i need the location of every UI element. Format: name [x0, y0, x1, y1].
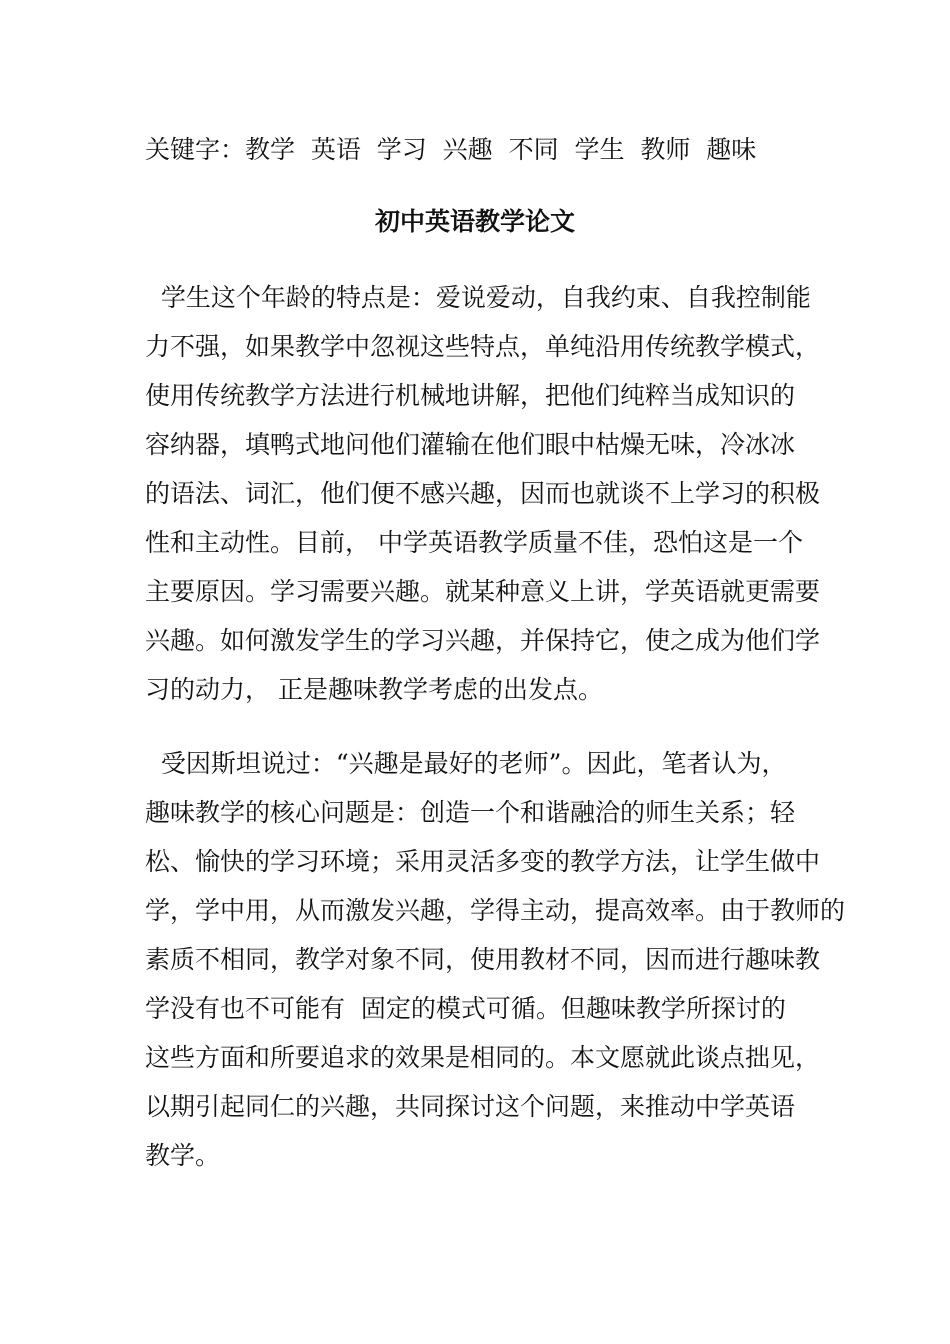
paragraph-line: 以期引起同仁的兴趣，共同探讨这个问题，来推动中学英语: [145, 1092, 796, 1121]
paragraph-line: 学生这个年龄的特点是：爱说爱动，自我约束、自我控制能: [145, 283, 811, 312]
paragraph-line: 教学。: [145, 1141, 221, 1170]
paragraph-line: 性和主动性。目前， 中学英语教学质量不佳，恐怕这是一个: [145, 528, 803, 557]
paragraph-line: 兴趣。如何激发学生的学习兴趣，并保持它，使之成为他们学: [145, 626, 821, 655]
paragraph-line: 学没有也不可能有 固定的模式可循。但趣味教学所探讨的: [145, 994, 786, 1023]
paragraph-line: 主要原因。学习需要兴趣。就某种意义上讲，学英语就更需要: [145, 577, 821, 606]
paragraph-line: 受因斯坦说过：“兴趣是最好的老师”。因此，笔者认为，: [145, 749, 787, 778]
paragraph-line: 使用传统教学方法进行机械地讲解，把他们纯粹当成知识的: [145, 381, 796, 410]
paper-title: 初中英语教学论文: [374, 207, 575, 236]
paragraph-line: 趣味教学的核心问题是：创造一个和谐融洽的师生关系；轻: [145, 798, 796, 827]
paragraph-line: 力不强，如果教学中忽视这些特点，单纯沿用传统教学模式，: [145, 332, 821, 361]
paragraph-line: 松、愉快的学习环境；采用灵活多变的教学方法，让学生做中: [145, 847, 821, 876]
keywords-line: 关键字：教学 英语 学习 兴趣 不同 学生 教师 趣味: [145, 135, 757, 164]
paragraph-line: 这些方面和所要追求的效果是相同的。本文愿就此谈点拙见，: [145, 1043, 821, 1072]
paragraph-line: 素质不相同，教学对象不同，使用教材不同，因而进行趣味教: [145, 945, 821, 974]
paragraph-line: 的语法、词汇，他们便不感兴趣，因而也就谈不上学习的积极: [145, 479, 821, 508]
paragraph-line: 习的动力， 正是趣味教学考虑的出发点。: [145, 675, 603, 704]
paragraph-line: 学，学中用，从而激发兴趣，学得主动，提高效率。由于教师的: [145, 896, 846, 925]
paragraph-line: 容纳器，填鸭式地问他们灌输在他们眼中枯燥无味，冷冰冰: [145, 430, 796, 459]
